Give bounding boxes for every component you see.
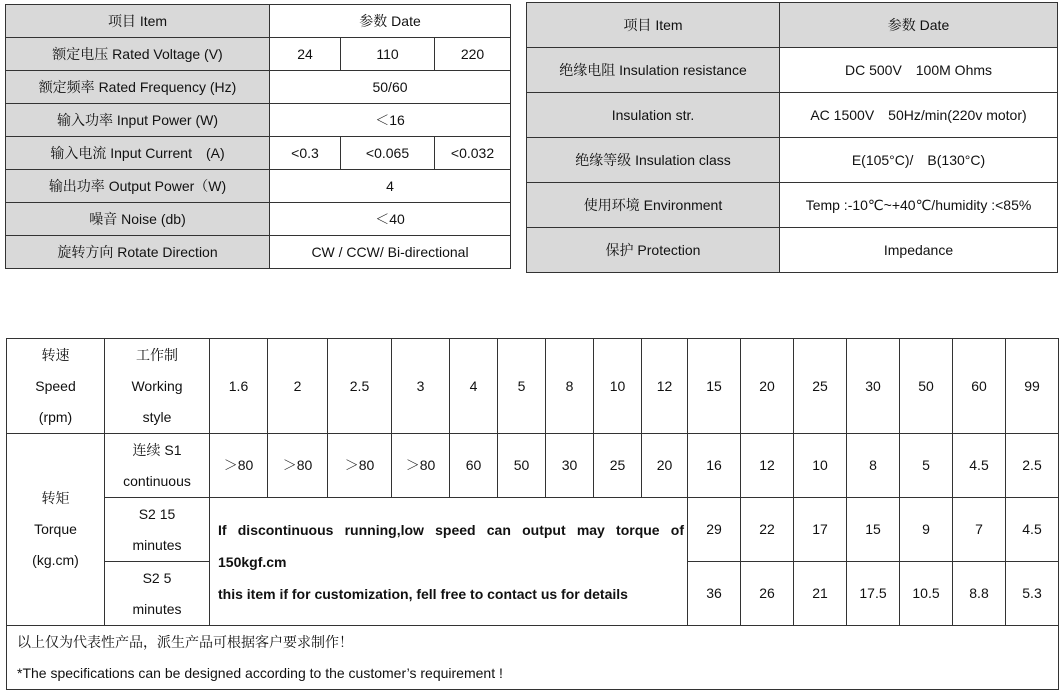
s2-5-label (105, 562, 210, 626)
label-rated-voltage: 额定电压 Rated Voltage (V) (6, 38, 270, 71)
s1-value: 60 (450, 434, 498, 498)
speed-value: 2.5 (328, 339, 392, 434)
header-item: 项目 Item (6, 5, 270, 38)
s2-5-value: 5.3 (1006, 562, 1059, 626)
label-noise: 噪音 Noise (db) (6, 203, 270, 236)
s1-value: 20 (642, 434, 688, 498)
label-insulation-class: 绝缘等级 Insulation class (527, 138, 780, 183)
s2-5-value: 26 (741, 562, 794, 626)
speed-value: 20 (741, 339, 794, 434)
s1-value: 25 (594, 434, 642, 498)
header-param: 参数 Date (780, 3, 1058, 48)
working-label-en: Working (131, 377, 183, 394)
footer-note (7, 626, 1059, 690)
s2-5-value: 21 (794, 562, 847, 626)
speed-value: 10 (594, 339, 642, 434)
value-insulation-strength: AC 1500V 50Hz/min(220v motor) (780, 93, 1058, 138)
s1-value: ＞80 (268, 434, 328, 498)
s1-label (105, 434, 210, 498)
footer-line-cn: 以上仅为代表性产品，派生产品可根据客户要求制作！ (17, 633, 353, 650)
torque-table (6, 338, 1059, 690)
s1-value: 4.5 (953, 434, 1006, 498)
working-label-en2: style (142, 408, 172, 425)
s2-5-label-a: S2 5 (142, 569, 172, 586)
value-environment: Temp :-10℃~+40℃/humidity :<85% (780, 183, 1058, 228)
customization-note (210, 498, 688, 626)
speed-value: 1.6 (210, 339, 268, 434)
torque-label-unit: (kg.cm) (32, 552, 79, 568)
s1-label-cn: 连续 S1 (132, 441, 182, 458)
s2-5-label-b: minutes (132, 600, 182, 617)
torque-label-en: Torque (34, 521, 77, 537)
s2-5-value: 10.5 (900, 562, 953, 626)
speed-value: 25 (794, 339, 847, 434)
s1-value: 16 (688, 434, 741, 498)
s1-value: 2.5 (1006, 434, 1059, 498)
value-current-24: <0.3 (270, 137, 341, 170)
s1-value: 8 (847, 434, 900, 498)
s2-15-label-b: minutes (132, 536, 182, 553)
s2-15-value: 29 (688, 498, 741, 562)
header-param: 参数 Date (270, 5, 511, 38)
label-protection: 保护 Protection (527, 228, 780, 273)
s1-value: 12 (741, 434, 794, 498)
value-voltage-220: 220 (435, 38, 511, 71)
speed-value: 4 (450, 339, 498, 434)
speed-label-en: Speed (35, 377, 76, 394)
label-input-power: 输入功率 Input Power (W) (6, 104, 270, 137)
s1-value: ＞80 (210, 434, 268, 498)
torque-label (7, 434, 105, 626)
footer-line-en: *The specifications can be designed according to the customer’s requirement ! (17, 664, 503, 681)
speed-label-cn: 转速 (41, 346, 70, 363)
label-insulation-strength: Insulation str. (527, 93, 780, 138)
s2-5-value: 17.5 (847, 562, 900, 626)
working-label-cn: 工作制 (136, 346, 178, 363)
s2-15-value: 17 (794, 498, 847, 562)
value-noise: ＜40 (270, 203, 511, 236)
label-environment: 使用环境 Environment (527, 183, 780, 228)
s1-value: ＞80 (392, 434, 450, 498)
speed-value: 3 (392, 339, 450, 434)
s1-value: 5 (900, 434, 953, 498)
s1-label-en: continuous (123, 472, 191, 489)
spec-table-insulation (526, 2, 1058, 273)
speed-value: 99 (1006, 339, 1059, 434)
s2-15-value: 22 (741, 498, 794, 562)
value-insulation-resistance: DC 500V 100M Ohms (780, 48, 1058, 93)
value-protection: Impedance (780, 228, 1058, 273)
s1-value: 30 (546, 434, 594, 498)
value-current-220: <0.032 (435, 137, 511, 170)
label-rated-frequency: 额定频率 Rated Frequency (Hz) (6, 71, 270, 104)
note-line-3: this item if for customization, fell free to contact us for details (218, 585, 628, 602)
value-current-110: <0.065 (341, 137, 435, 170)
label-input-current: 输入电流 Input Current (A) (6, 137, 270, 170)
header-item: 项目 Item (527, 3, 780, 48)
value-output-power: 4 (270, 170, 511, 203)
torque-label-cn: 转矩 (41, 490, 70, 506)
label-rotate-direction: 旋转方向 Rotate Direction (6, 236, 270, 269)
value-input-power: ＜16 (270, 104, 511, 137)
speed-value: 8 (546, 339, 594, 434)
s2-15-value: 4.5 (1006, 498, 1059, 562)
s2-5-value: 36 (688, 562, 741, 626)
speed-value: 50 (900, 339, 953, 434)
value-frequency: 50/60 (270, 71, 511, 104)
s2-15-value: 7 (953, 498, 1006, 562)
s1-value: 10 (794, 434, 847, 498)
label-output-power: 输出功率 Output Power（W) (6, 170, 270, 203)
speed-value: 60 (953, 339, 1006, 434)
s2-15-value: 9 (900, 498, 953, 562)
value-voltage-24: 24 (270, 38, 341, 71)
value-insulation-class: E(105°C)/ B(130°C) (780, 138, 1058, 183)
s2-15-label (105, 498, 210, 562)
label-insulation-resistance: 绝缘电阻 Insulation resistance (527, 48, 780, 93)
speed-label (7, 339, 105, 434)
speed-value: 5 (498, 339, 546, 434)
s2-5-value: 8.8 (953, 562, 1006, 626)
value-rotate-direction: CW / CCW/ Bi-directional (270, 236, 511, 269)
value-voltage-110: 110 (341, 38, 435, 71)
s1-value: ＞80 (328, 434, 392, 498)
spec-table-electrical (5, 4, 511, 269)
speed-value: 30 (847, 339, 900, 434)
speed-value: 12 (642, 339, 688, 434)
s2-15-label-a: S2 15 (138, 505, 176, 522)
working-style-label (105, 339, 210, 434)
speed-label-unit: (rpm) (38, 408, 73, 425)
speed-value: 2 (268, 339, 328, 434)
s2-15-value: 15 (847, 498, 900, 562)
note-line-2: 150kgf.cm (218, 553, 287, 570)
s1-value: 50 (498, 434, 546, 498)
speed-value: 15 (688, 339, 741, 434)
note-line-1: If discontinuous running,low speed can output may torque of (218, 521, 684, 538)
